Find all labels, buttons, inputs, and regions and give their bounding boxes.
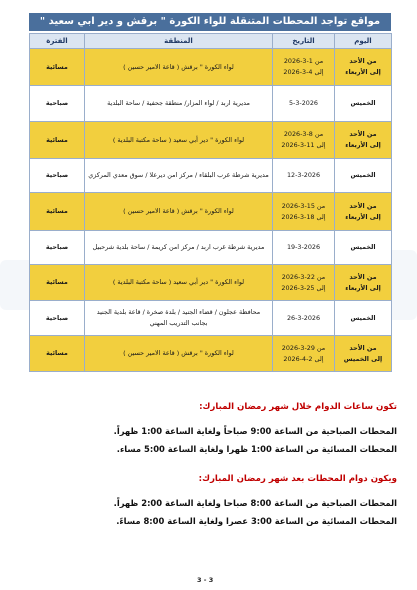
row-day <box>335 301 392 336</box>
row-shift: صباحية <box>30 159 85 193</box>
row-area-line: لواء الكورة " برقش ( قاعة الامير حسين ) <box>123 349 234 357</box>
row-day-line: إلى الأربعاء <box>345 283 381 292</box>
row-day-line: الخميس <box>350 313 376 322</box>
page-title: مواقع تواجد المحطات المتنقلة للواء الكورة " برقش و دير ابي سعيد " <box>29 13 391 31</box>
row-date-line: 5-3-2026 <box>288 99 318 107</box>
row-date-line: من 1-3-2026 <box>283 57 324 65</box>
row-area <box>85 49 273 86</box>
row-date-line: من 29-3-2026 <box>281 343 326 352</box>
ramadan-hours-heading: تكون ساعات الدوام خلال شهر رمضان المبارك: <box>199 402 397 412</box>
schedule-table <box>29 33 392 372</box>
row-shift: مسائية <box>30 265 85 301</box>
row-area-line: مديرية شرطة غرب البلقاء / مركز امن ديرعلا / سوق معدي المركزي <box>88 171 269 179</box>
row-date-line: 26-3-2026 <box>286 313 321 322</box>
header-area: المنطقة <box>85 34 273 49</box>
header-day: اليوم <box>335 34 392 49</box>
row-area <box>85 193 273 231</box>
row-day-line: من الأحد <box>349 130 377 138</box>
row-day-line: من الأحد <box>349 57 377 65</box>
row-area-line: لواء الكورة " برقش ( قاعة الامير حسين ) <box>123 207 234 215</box>
row-date <box>273 265 335 301</box>
row-day <box>335 231 392 265</box>
notes-section <box>97 402 397 526</box>
row-area <box>85 265 273 301</box>
row-day-line: من الأحد <box>349 201 377 210</box>
row-area-line: مديرية شرطة غرب اربد / مركز امن كريمة / ساحة بلدية شرحبيل <box>92 243 265 251</box>
row-area-line: لواء الكورة " برقش ( قاعة الامير حسين ) <box>123 62 234 71</box>
row-day-line: إلى الأربعاء <box>345 212 381 221</box>
row-area-line: مديرية اربد / لواء المزار/ منطقة جحفية / ساحة البلدية <box>107 99 250 107</box>
schedule-row <box>30 301 392 336</box>
row-date <box>273 122 335 159</box>
row-date-line: إلى 11-3-2026 <box>281 141 326 149</box>
row-day <box>335 336 392 372</box>
row-day <box>335 159 392 193</box>
row-shift: مسائية <box>30 336 85 372</box>
row-day <box>335 265 392 301</box>
row-area-line: بجانب التدريب المهني <box>149 319 208 327</box>
row-area-line: لواء الكورة " دير أبي سعيد ( ساحة مكتبة البلدية ) <box>112 278 245 286</box>
schedule-row <box>30 265 392 301</box>
row-area-line: محافظة عجلون / قضاء الجنيد / بلدة صخرة / قاعة بلدية الجنيد <box>96 308 261 316</box>
row-area-line: لواء الكورة " دير أبي سعيد ( ساحة مكتبة البلدية ) <box>112 135 245 144</box>
row-date <box>273 231 335 265</box>
row-shift: مسائية <box>30 193 85 231</box>
header-shift: الفترة <box>30 34 85 49</box>
ramadan-morning-hours: المحطات الصباحية من الساعة 9:00 صباحاً ولغاية الساعة 1:00 ظهراً. <box>113 426 397 436</box>
row-shift: مسائية <box>30 122 85 159</box>
row-date <box>273 159 335 193</box>
row-area <box>85 122 273 159</box>
after-ramadan-morning-hours: المحطات الصباحية من الساعة 8:00 صباحا ولغاية الساعة 2:00 ظهراً. <box>113 498 397 508</box>
row-area <box>85 301 273 336</box>
row-day-line: الخميس <box>350 243 376 251</box>
row-date-line: من 8-3-2026 <box>283 130 324 138</box>
row-area <box>85 231 273 265</box>
row-date-line: إلى 4-3-2026 <box>283 68 324 76</box>
schedule-row <box>30 49 392 86</box>
row-day-line: من الأحد <box>349 272 377 281</box>
row-date <box>273 86 335 122</box>
schedule-row <box>30 122 392 159</box>
row-area <box>85 86 273 122</box>
row-date-line: 12-3-2026 <box>286 171 321 179</box>
row-shift: صباحية <box>30 231 85 265</box>
row-date-line: إلى 2-4-2026 <box>283 354 324 363</box>
row-day-line: إلى الخميس <box>343 354 383 363</box>
ramadan-evening-hours: المحطات المسائية من الساعة 1:00 ظهرا ولغاية الساعة 5:00 مساء. <box>116 444 397 454</box>
row-date-line: من 22-3-2026 <box>281 272 326 281</box>
row-day-line: إلى الأربعاء <box>345 68 381 76</box>
row-date <box>273 301 335 336</box>
schedule-row <box>30 193 392 231</box>
page-number: 3 - 3 <box>197 576 214 584</box>
schedule-row <box>30 86 392 122</box>
row-day <box>335 193 392 231</box>
row-shift: صباحية <box>30 86 85 122</box>
row-day-line: من الأحد <box>349 343 377 352</box>
row-date <box>273 49 335 86</box>
row-date-line: إلى 18-3-2026 <box>281 212 326 221</box>
after-ramadan-heading: ويكون دوام المحطات بعد شهر رمضان المبارك: <box>198 474 397 484</box>
row-shift: صباحية <box>30 301 85 336</box>
row-date <box>273 336 335 372</box>
schedule-row <box>30 336 392 372</box>
row-day-line: الخميس <box>350 171 376 179</box>
header-date: التاريخ <box>273 34 335 49</box>
row-day <box>335 122 392 159</box>
row-date-line: إلى 25-3-2026 <box>281 283 326 292</box>
row-area <box>85 159 273 193</box>
row-date-line: من 15-3-2026 <box>281 201 326 210</box>
row-day <box>335 86 392 122</box>
row-area <box>85 336 273 372</box>
after-ramadan-evening-hours: المحطات المسائية من الساعة 3:00 عصرا ولغاية الساعة 8:00 مساءً. <box>116 516 397 526</box>
schedule-row <box>30 159 392 193</box>
row-day <box>335 49 392 86</box>
row-day-line: الخميس <box>350 99 376 107</box>
row-date-line: 19-3-2026 <box>286 243 321 251</box>
row-shift: مسائية <box>30 49 85 86</box>
row-day-line: إلى الأربعاء <box>345 141 381 149</box>
schedule-row <box>30 231 392 265</box>
table-header-row <box>30 34 392 49</box>
row-date <box>273 193 335 231</box>
